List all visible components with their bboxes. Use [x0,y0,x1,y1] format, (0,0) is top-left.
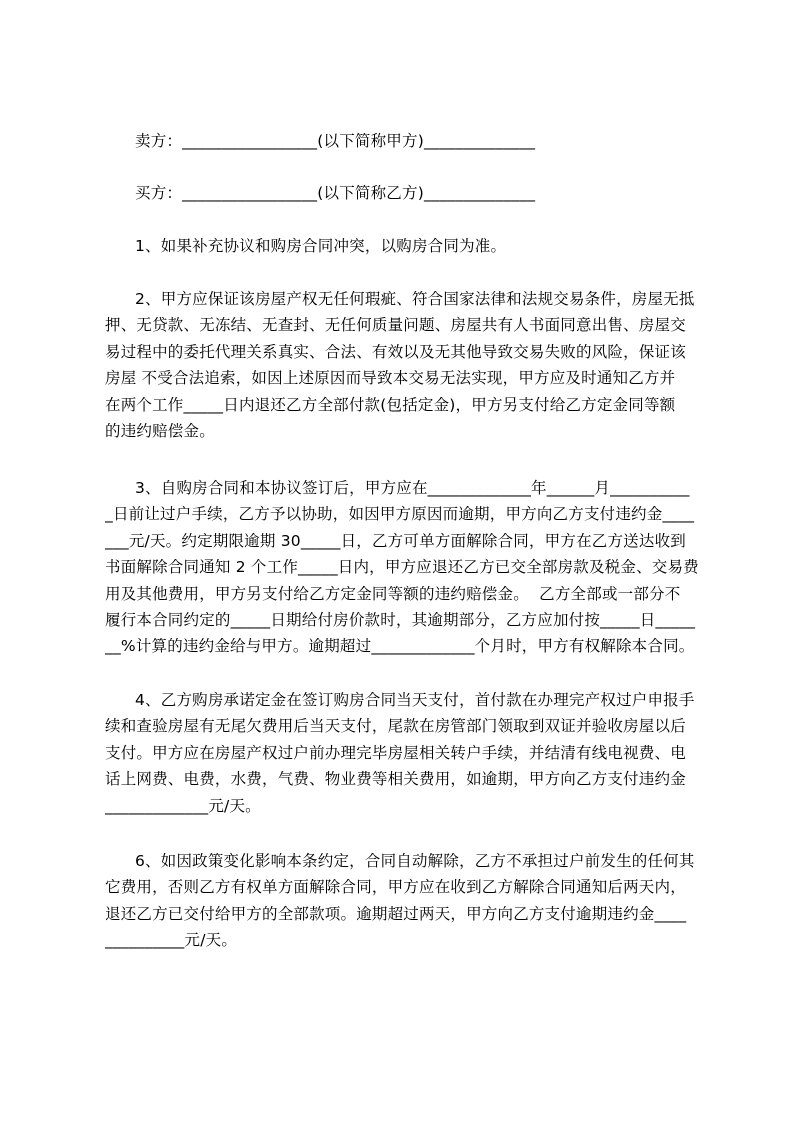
clause-3-line: 履行本合同约定的_____日期给付房价款时，其逾期部分，乙方应加付按_____日_____ [105,611,696,630]
clause-2-line: 2、甲方应保证该房屋产权无任何瑕疵、符合国家法律和法规交易条件，房屋无抵 [135,290,695,308]
clause-2-line: 押、无贷款、无冻结、无查封、无任何质量问题、房屋共有人书面同意出售、房屋交 [105,316,686,335]
clause-6-line: 6、如因政策变化影响本条约定，合同自动解除，乙方不承担过户前发生的任何其 [135,852,695,870]
clause-6 [105,848,701,954]
clause-6-line: 它费用，否则乙方有权单方面解除合同，甲方应在收到乙方解除合同通知后两天内， [105,878,686,897]
clause-4-line: 续和查验房屋有无尾欠费用后当天支付，尾款在房管部门领取到双证并验收房屋以后 [105,717,686,736]
clause-4-line: 4、乙方购房承诺定金在签订购房合同当天支付，首付款在办理完产权过户申报手 [135,691,695,709]
clause-2-line: 在两个工作_____日内退还乙方全部付款(包括定金)，甲方另支付给乙方定金同等额 [105,395,676,414]
seller-line [105,128,731,154]
clause-2 [105,286,701,444]
seller-line-text: 卖方：_________________(以下简称甲方)______________ [135,132,536,150]
clause-4-line: 话上网费、电费，水费，气费、物业费等相关费用，如逾期，甲方向乙方支付违约金 [105,770,686,789]
clause-6-line: 退还乙方已交付给甲方的全部款项。逾期超过两天，甲方向乙方支付逾期违约金____ [105,904,687,923]
clause-3-line: 用及其他费用，甲方另支付给乙方定金同等额的违约赔偿金。 乙方全部或一部分不 [105,584,681,603]
clause-2-line: 易过程中的委托代理关系真实、合法、有效以及无其他导致交易失败的风险，保证该 [105,342,686,361]
clause-3-line: 3、自购房合同和本协议签订后，甲方应在_____________年______月__________ [135,479,690,497]
buyer-line-text: 买方：_________________(以下简称乙方)______________ [135,184,536,202]
buyer-line [105,180,731,206]
clause-4 [105,687,701,819]
clause-1-text: 1、如果补充协议和购房合同冲突，以购房合同为准。 [135,237,507,255]
clause-6-line: __________元/天。 [105,931,238,950]
clause-4-line: 支付。甲方应在房屋产权过户前办理完毕房屋相关转户手续，并结清有线电视费、电 [105,743,686,762]
clause-3-line: _日前让过户手续，乙方予以协助，如因甲方原因而逾期，甲方向乙方支付违约金____ [105,505,695,524]
clause-1 [105,233,731,259]
clause-3 [105,475,701,660]
clause-3-line: 书面解除合同通知 2 个工作_____日内，甲方应退还乙方已交全部房款及税金、交易费 [105,558,699,577]
clause-3-line: ___元/天。约定期限逾期 30_____日，乙方可单方面解除合同，甲方在乙方送达收到 [105,531,686,550]
clause-2-line: 房屋 不受合法追索，如因上述原因而导致本交易无法实现，甲方应及时通知乙方并 [105,369,676,388]
clause-3-line: __%计算的违约金给与甲方。逾期超过_____________个月时，甲方有权解除本合同。 [105,637,695,656]
clause-4-line: _____________元/天。 [105,796,261,815]
clause-2-line: 的违约赔偿金。 [105,422,215,441]
